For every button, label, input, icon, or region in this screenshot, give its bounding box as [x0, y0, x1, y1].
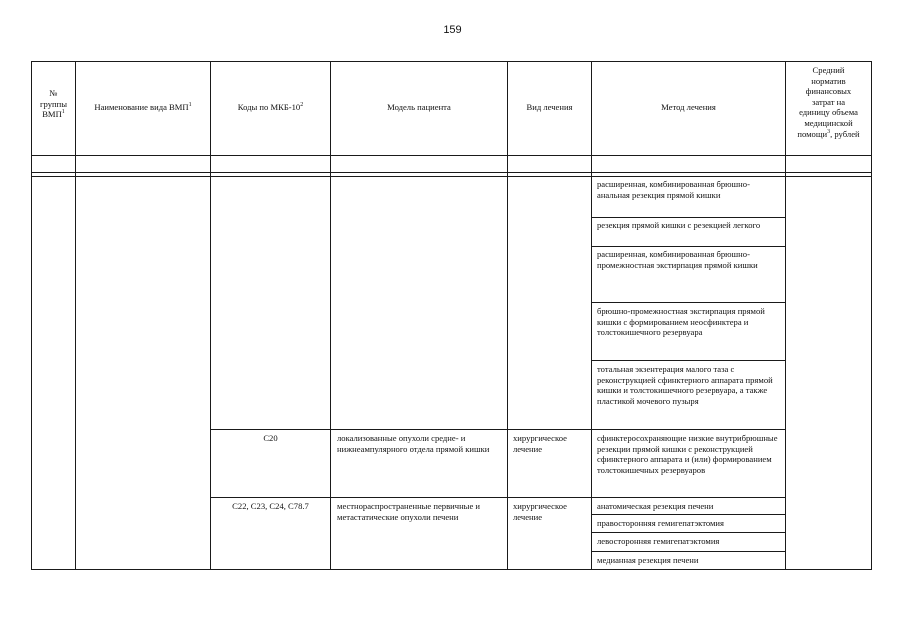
- header-treatment-method: Метод лечения: [661, 102, 716, 112]
- patient-model-cell: местнораспространенные первичные и метастатические опухоли печени: [337, 501, 481, 522]
- header-treatment-type: Вид лечения: [526, 102, 573, 112]
- method-divider: [591, 302, 786, 303]
- number-row-divider: [31, 172, 872, 173]
- icd-code-cell: C22, C23, C24, C78.7: [232, 501, 309, 511]
- row-c22-divider: [210, 497, 786, 498]
- table-border-left: [31, 61, 32, 570]
- method-cell: резекция прямой кишки с резекцией легкого: [597, 220, 761, 230]
- icd-code-cell: C20: [263, 433, 278, 443]
- method-divider: [591, 246, 786, 247]
- method-cell: сфинктеросохраняющие низкие внутрибрюшные резекции прямой кишки с реконструкцией сфинктерного аппарата и (или) формированием толстокишечных резервуаров: [597, 433, 778, 475]
- method-divider: [591, 551, 786, 552]
- method-cell: медианная резекция печени: [597, 555, 699, 565]
- page-number: 159: [443, 24, 462, 36]
- method-divider: [591, 514, 786, 515]
- table-border-bottom: [31, 569, 872, 570]
- method-divider: [591, 217, 786, 218]
- treatment-type-cell: хирургическое лечение: [513, 433, 567, 454]
- col-divider-5: [591, 61, 592, 570]
- header-group-no: № группы ВМП$^1$: [40, 88, 67, 120]
- col-divider-2: [210, 61, 211, 570]
- col-divider-3: [330, 61, 331, 570]
- method-cell: расширенная, комбинированная брюшно-анальная резекция прямой кишки: [597, 179, 750, 200]
- col-divider-4: [507, 61, 508, 570]
- header-patient-model: Модель пациента: [387, 102, 451, 112]
- treatment-type-cell: хирургическое лечение: [513, 501, 567, 522]
- table-border-right: [871, 61, 872, 570]
- patient-model-cell: локализованные опухоли средне- и нижнеампулярного отдела прямой кишки: [337, 433, 490, 454]
- header-vmp-name: Наименование вида ВМП$^1$: [94, 102, 192, 112]
- method-cell: правосторонняя гемигепатэктомия: [597, 518, 724, 528]
- row-c20-divider: [210, 429, 786, 430]
- method-cell: расширенная, комбинированная брюшно-промежностная экстирпация прямой кишки: [597, 249, 758, 270]
- method-cell: брюшно-промежностная экстирпация прямой кишки с формированием неосфинктера и толстокишечного резервуара: [597, 306, 765, 338]
- table-border-top: [31, 61, 872, 62]
- header-divider: [31, 155, 872, 156]
- method-divider: [591, 532, 786, 533]
- gap-row-divider: [31, 176, 872, 177]
- header-icd-codes: Коды по МКБ-$10^2$: [237, 102, 304, 112]
- method-divider: [591, 360, 786, 361]
- method-cell: анатомическая резекция печени: [597, 501, 714, 511]
- col-divider-1: [75, 61, 76, 570]
- method-cell: тотальная экзентерация малого таза с реконструкцией сфинктерного аппарата прямой кишки и толстокишечного резервуара, а также пластикой мочевого пузыря: [597, 364, 773, 406]
- method-cell: левосторонняя гемигепатэктомия: [597, 536, 720, 546]
- header-cost-standard: Средний норматив финансовых затрат на единицу объема медицинской помощи$^3$, рублей: [797, 65, 860, 139]
